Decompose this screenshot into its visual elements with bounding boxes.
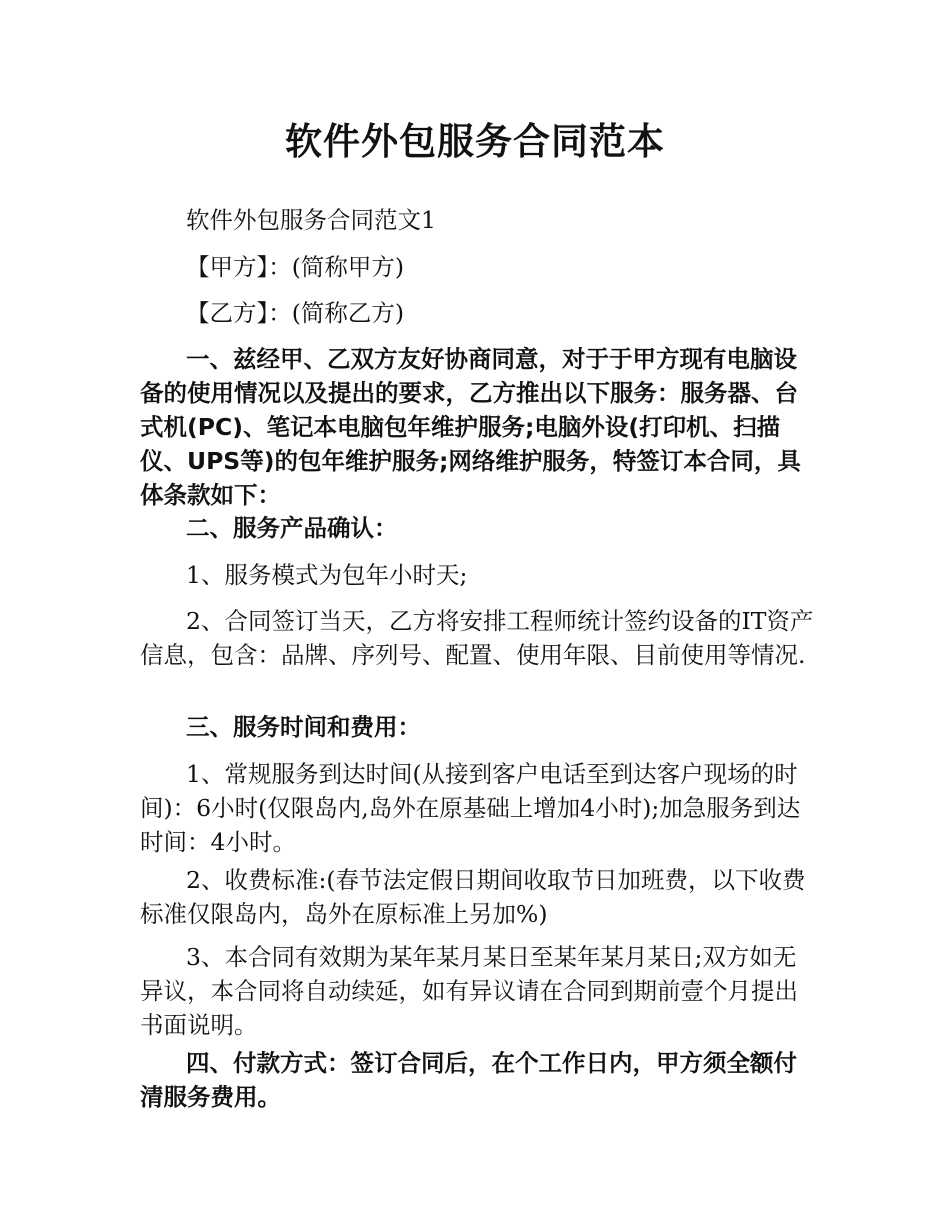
section-1-paragraph: 一、兹经甲、乙双方友好协商同意，对于于甲方现有电脑设备的使用情况以及提出的要求，乙方推出以下服务：服务器、台式机(PC)、笔记本电脑包年维护服务;电脑外设(打印机、扫描仪、UPS等)的包年维护服务;网络维护服务，特签订本合同，具体条款如下： [140, 345, 801, 509]
section-2-heading: 二、服务产品确认： [186, 514, 398, 542]
document-title: 软件外包服务合同范本 [285, 120, 665, 163]
section-2-item-2: 2、合同签订当天，乙方将安排工程师统计签约设备的IT资产信息，包含：品牌、序列号、配置、使用年限、目前使用等情况. [140, 607, 814, 669]
party-a-line: 【甲方】：(简称甲方) [186, 253, 405, 281]
document-subtitle: 软件外包服务合同范文1 [186, 206, 436, 234]
section-3-item-1: 1、常规服务到达时间(从接到客户电话至到达客户现场的时间)：6小时(仅限岛内,岛外在原基础上增加4小时);加急服务到达时间：4小时。 [140, 760, 801, 856]
section-3-heading: 三、服务时间和费用： [186, 713, 421, 741]
section-4-paragraph: 四、付款方式：签订合同后，在个工作日内，甲方须全额付清服务费用。 [140, 1049, 797, 1111]
section-3-item-2: 2、收费标准:(春节法定假日期间收取节日加班费，以下收费标准仅限岛内，岛外在原标准上另加%) [140, 866, 806, 928]
section-3-item-3: 3、本合同有效期为某年某月某日至某年某月某日;双方如无异议，本合同将自动续延，如有异议请在合同到期前壹个月提出书面说明。 [140, 943, 798, 1039]
section-2-item-1: 1、服务模式为包年小时天; [186, 561, 468, 589]
party-b-line: 【乙方】：(简称乙方) [186, 299, 405, 327]
